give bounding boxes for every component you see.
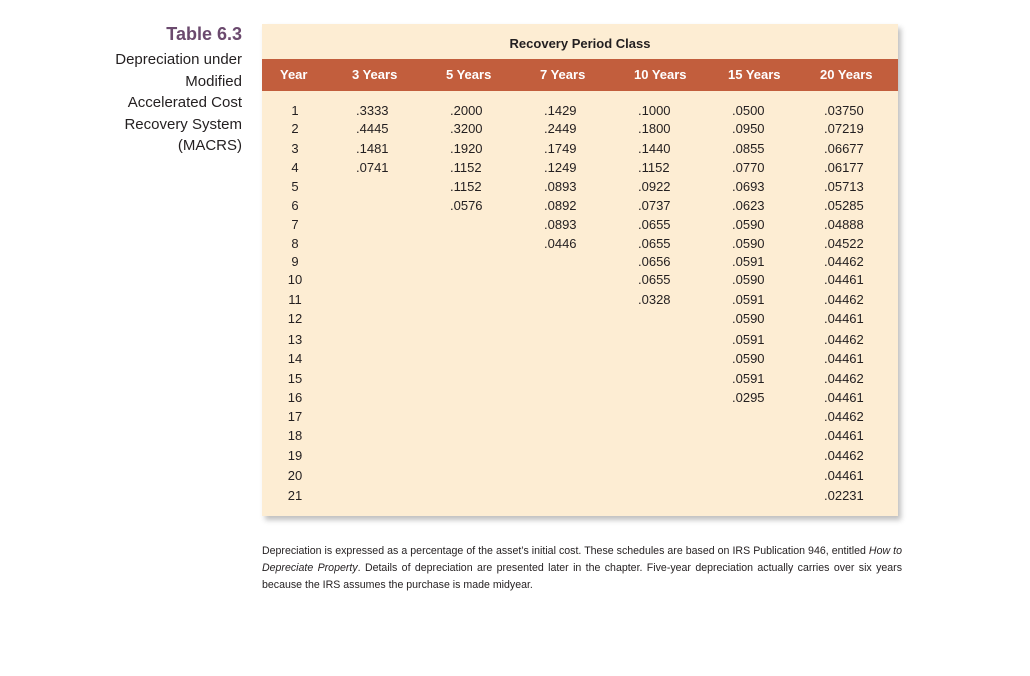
rate-cell-10-years: .0656 [638, 254, 671, 269]
rate-cell-5-years: .1152 [450, 179, 482, 194]
year-cell: 16 [287, 390, 303, 405]
column-header-15-years: 15 Years [728, 67, 781, 82]
rate-cell-7-years: .1429 [544, 103, 577, 118]
table-header-row [262, 59, 898, 91]
year-cell: 8 [291, 236, 299, 251]
year-cell: 6 [291, 198, 299, 213]
year-cell: 10 [287, 272, 303, 287]
column-header-5-years: 5 Years [446, 67, 492, 82]
year-cell: 17 [287, 409, 303, 424]
rate-cell-5-years: .1152 [450, 160, 482, 175]
rate-cell-10-years: .0328 [638, 292, 671, 307]
rate-cell-7-years: .2449 [544, 121, 577, 136]
rate-cell-10-years: .1000 [638, 103, 671, 118]
rate-cell-3-years: .4445 [356, 121, 389, 136]
rate-cell-3-years: .1481 [356, 141, 389, 156]
caption-line: Accelerated Cost [127, 94, 242, 111]
rate-cell-7-years: .0893 [544, 179, 577, 194]
rate-cell-10-years: .1800 [638, 121, 671, 136]
footnote-text: . Details of depreciation are presented later in the chapter. Five-year depreciation actually carries over six years because the IRS assumes the purchase is made midyear. [262, 561, 902, 591]
table-footnote [262, 543, 902, 594]
rate-cell-20-years: .04462 [824, 254, 864, 269]
rate-cell-20-years: .07219 [824, 121, 864, 136]
rate-cell-20-years: .04462 [824, 448, 864, 463]
rate-cell-20-years: .04462 [824, 371, 864, 386]
rate-cell-20-years: .04522 [824, 236, 864, 251]
year-cell: 4 [291, 160, 299, 175]
rate-cell-20-years: .02231 [824, 488, 864, 503]
rate-cell-20-years: .06677 [824, 141, 864, 156]
table-number: Table 6.3 [166, 24, 242, 44]
year-cell: 19 [287, 448, 303, 463]
rate-cell-10-years: .1152 [638, 160, 670, 175]
rate-cell-20-years: .04461 [824, 311, 864, 326]
caption-line: Modified [185, 72, 242, 90]
column-header-3-years: 3 Years [352, 67, 398, 82]
rate-cell-15-years: .0500 [732, 103, 765, 118]
caption-line: Depreciation under [115, 51, 242, 68]
footnote-text: Depreciation is expressed as a percentage of the asset’s initial cost. These schedules are based on IRS Publication 946, entitled [262, 544, 869, 557]
rate-cell-20-years: .05285 [824, 198, 864, 213]
year-cell: 18 [287, 428, 303, 443]
year-cell: 9 [291, 254, 299, 269]
table-caption [60, 24, 242, 157]
rate-cell-5-years: .1920 [450, 141, 483, 156]
rate-cell-15-years: .0693 [732, 179, 765, 194]
rate-cell-20-years: .03750 [824, 103, 864, 118]
rate-cell-10-years: .1440 [638, 141, 671, 156]
footnote-publication-title: How to Depreciate Property [262, 544, 902, 574]
rate-cell-15-years: .0590 [732, 217, 765, 232]
year-cell: 11 [288, 292, 302, 307]
rate-cell-15-years: .0591 [732, 332, 765, 347]
rate-cell-10-years: .0737 [638, 198, 671, 213]
rate-cell-5-years: .2000 [450, 103, 483, 118]
rate-cell-15-years: .0590 [732, 311, 765, 326]
rate-cell-15-years: .0855 [732, 141, 765, 156]
rate-cell-7-years: .1749 [544, 141, 577, 156]
rate-cell-15-years: .0590 [732, 351, 765, 366]
rate-cell-15-years: .0591 [732, 254, 765, 269]
rate-cell-7-years: .1249 [544, 160, 577, 175]
rate-cell-20-years: .06177 [824, 160, 864, 175]
column-header-20-years: 20 Years [820, 67, 873, 82]
column-header-7-years: 7 Years [540, 67, 586, 82]
rate-cell-20-years: .04461 [824, 428, 864, 443]
rate-cell-20-years: .04462 [824, 409, 864, 424]
year-cell: 13 [287, 332, 303, 347]
caption-line: Recovery System [124, 115, 242, 133]
rate-cell-7-years: .0892 [544, 198, 577, 213]
column-header-year: Year [280, 67, 308, 82]
year-cell: 7 [291, 217, 299, 232]
rate-cell-20-years: .04461 [824, 390, 864, 405]
year-cell: 20 [287, 468, 303, 483]
year-cell: 21 [287, 488, 303, 503]
rate-cell-15-years: .0590 [732, 272, 765, 287]
rate-cell-15-years: .0590 [732, 236, 765, 251]
rate-cell-20-years: .04461 [824, 351, 864, 366]
rate-cell-15-years: .0770 [732, 160, 765, 175]
rate-cell-10-years: .0922 [638, 179, 671, 194]
year-cell: 12 [287, 311, 303, 326]
year-cell: 5 [291, 179, 299, 194]
column-header-10-years: 10 Years [634, 67, 687, 82]
macrs-table [262, 24, 898, 516]
year-cell: 2 [291, 121, 299, 136]
year-cell: 3 [291, 141, 299, 156]
rate-cell-20-years: .05713 [824, 179, 864, 194]
rate-cell-20-years: .04461 [824, 272, 864, 287]
rate-cell-20-years: .04462 [824, 332, 864, 347]
rate-cell-15-years: .0591 [732, 292, 765, 307]
rate-cell-10-years: .0655 [638, 272, 671, 287]
year-cell: 1 [291, 103, 299, 118]
rate-cell-10-years: .0655 [638, 217, 671, 232]
recovery-period-class-title: Recovery Period Class [509, 36, 651, 51]
rate-cell-3-years: .0741 [356, 160, 389, 175]
rate-cell-5-years: .0576 [450, 198, 483, 213]
rate-cell-15-years: .0950 [732, 121, 765, 136]
year-cell: 14 [287, 351, 303, 366]
rate-cell-15-years: .0295 [732, 390, 765, 405]
rate-cell-5-years: .3200 [450, 121, 483, 136]
rate-cell-7-years: .0446 [544, 236, 577, 251]
rate-cell-3-years: .3333 [356, 103, 389, 118]
rate-cell-15-years: .0623 [732, 198, 765, 213]
caption-line: (MACRS) [177, 137, 242, 154]
year-cell: 15 [287, 371, 303, 386]
rate-cell-10-years: .0655 [638, 236, 671, 251]
rate-cell-15-years: .0591 [732, 371, 765, 386]
rate-cell-7-years: .0893 [544, 217, 577, 232]
rate-cell-20-years: .04888 [824, 217, 864, 232]
rate-cell-20-years: .04461 [824, 468, 864, 483]
rate-cell-20-years: .04462 [824, 292, 864, 307]
